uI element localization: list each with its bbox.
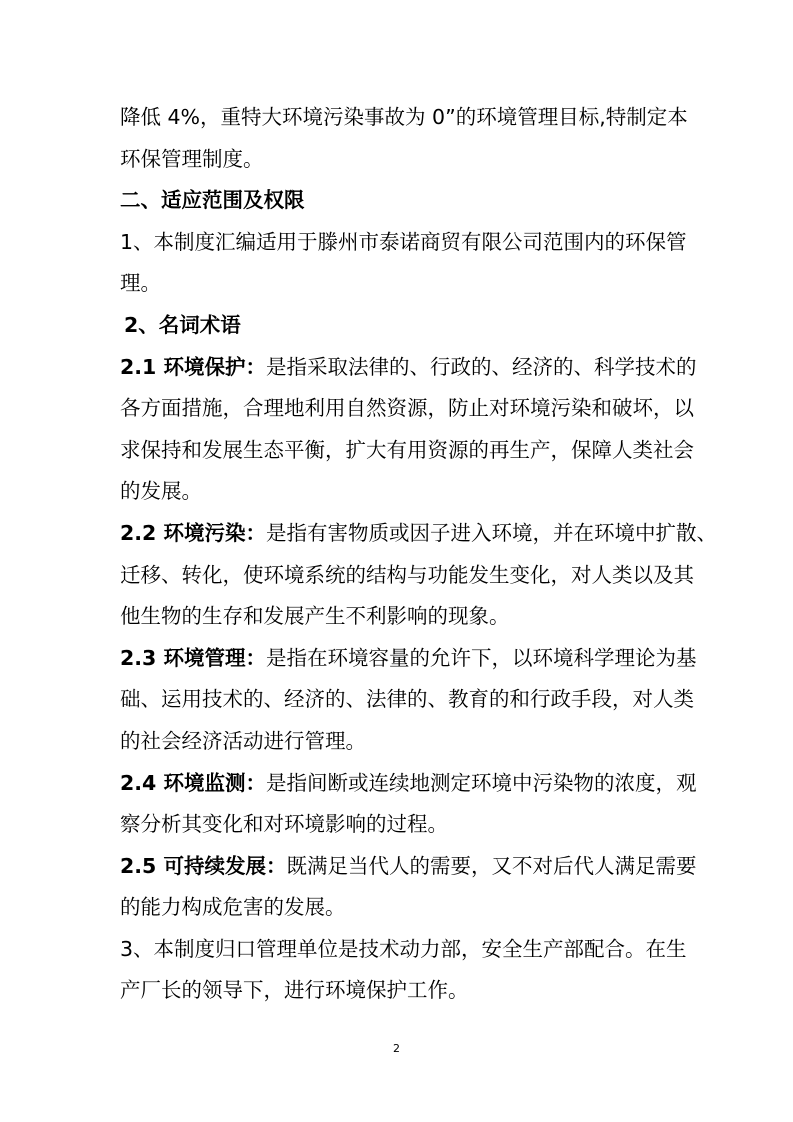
term-label: 2.5 可持续发展： <box>120 853 287 878</box>
text-line <box>120 305 673 347</box>
text-line <box>120 638 697 680</box>
text-line <box>120 804 673 846</box>
line-text: 环保管理制度。 <box>120 146 264 171</box>
line-text: 础、运用技术的、经济的、法律的、教育的和行政手段，对人类 <box>120 687 694 712</box>
line-text: 是指有害物质或因子进入环境，并在环境中扩散、 <box>265 520 717 545</box>
paragraph <box>120 763 697 846</box>
line-text: 求保持和发展生态平衡，扩大有用资源的再生产，保障人类社会 <box>120 437 694 462</box>
line-text: 的能力构成危害的发展。 <box>120 895 346 920</box>
line-text: 是指在环境容量的允许下，以环境科学理论为基 <box>265 645 697 670</box>
section-heading <box>120 180 673 222</box>
text-line <box>120 763 697 805</box>
section-heading <box>120 305 673 347</box>
line-text: 3、本制度归口管理单位是技术动力部，安全生产部配合。在生 <box>120 936 687 961</box>
paragraph <box>120 846 697 929</box>
text-line <box>120 97 688 139</box>
text-line <box>120 887 673 929</box>
text-line <box>120 388 694 430</box>
line-text: 是指间断或连续地测定环境中污染物的浓度，观 <box>265 770 697 795</box>
line-text: 的发展。 <box>120 479 202 504</box>
term-label: 2.2 环境污染： <box>120 520 266 545</box>
paragraph <box>120 222 687 305</box>
paragraph <box>120 347 697 513</box>
line-text: 是指采取法律的、行政的、经济的、科学技术的 <box>265 354 697 379</box>
page-number: 2 <box>393 1042 400 1055</box>
document-body <box>120 97 717 1012</box>
text-line <box>120 263 673 305</box>
paragraph <box>120 638 697 763</box>
text-line <box>120 139 673 181</box>
text-line <box>120 430 694 472</box>
text-line <box>120 929 687 971</box>
line-text: 降低 4%，重特大环境污染事故为 0”的环境管理目标,特制定本 <box>120 105 688 129</box>
text-line <box>120 846 697 888</box>
text-line <box>120 555 694 597</box>
text-line <box>120 970 673 1012</box>
term-label: 2.1 环境保护： <box>120 354 266 379</box>
text-line <box>120 721 673 763</box>
line-text: 的社会经济活动进行管理。 <box>120 728 366 753</box>
text-line <box>120 471 673 513</box>
text-line <box>120 180 673 222</box>
line-text: 迁移、转化，使环境系统的结构与功能发生变化，对人类以及其 <box>120 562 694 587</box>
line-text: 1、本制度汇编适用于滕州市泰诺商贸有限公司范围内的环保管 <box>120 229 687 254</box>
line-text: 察分析其变化和对环境影响的过程。 <box>120 812 448 837</box>
paragraph <box>120 513 717 638</box>
paragraph <box>120 97 688 180</box>
text-line <box>120 596 673 638</box>
line-text: 理。 <box>120 271 161 296</box>
line-text: 二、适应范围及权限 <box>120 188 305 213</box>
text-line <box>120 679 694 721</box>
text-line <box>120 513 717 555</box>
text-line <box>120 347 697 389</box>
line-text: 既满足当代人的需要，又不对后代人满足需要 <box>286 853 697 878</box>
term-label: 2.4 环境监测： <box>120 770 266 795</box>
line-text: 各方面措施，合理地利用自然资源，防止对环境污染和破坏，以 <box>120 396 694 421</box>
line-text: 2、名词术语 <box>124 312 241 337</box>
line-text: 他生物的生存和发展产生不利影响的现象。 <box>120 604 510 629</box>
text-line <box>120 222 687 264</box>
paragraph <box>120 929 687 1012</box>
term-label: 2.3 环境管理： <box>120 645 266 670</box>
line-text: 产厂长的领导下，进行环境保护工作。 <box>120 978 469 1003</box>
